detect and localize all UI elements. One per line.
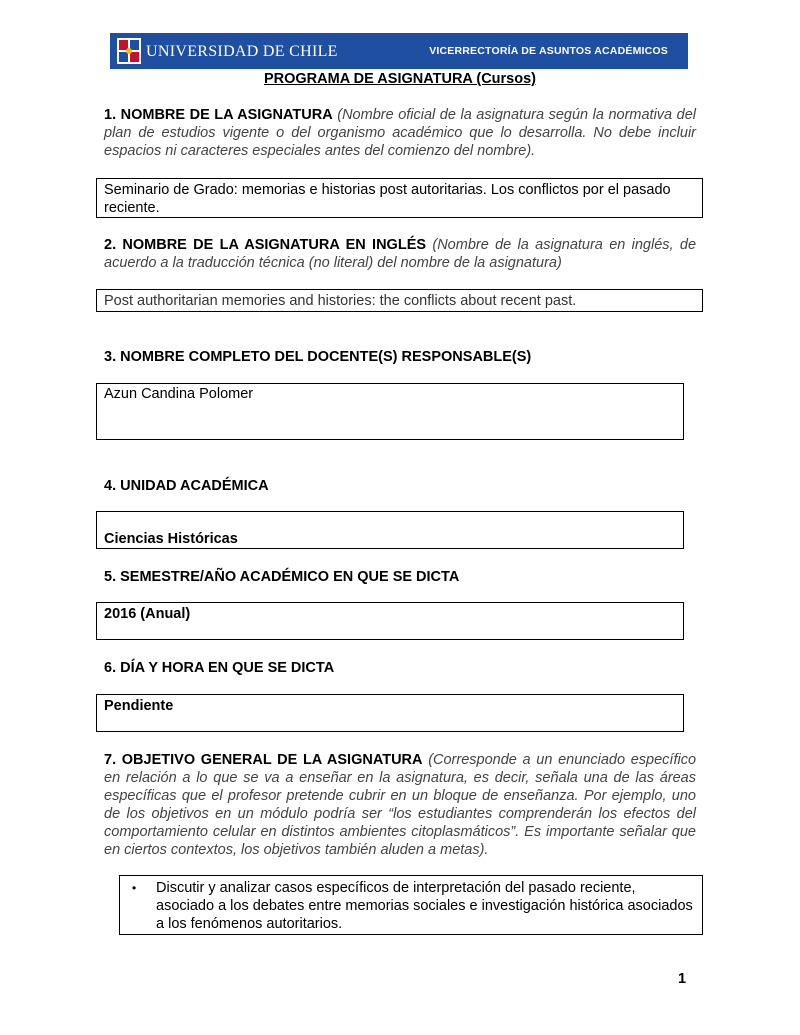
section-6-label: 6. DÍA Y HORA EN QUE SE DICTA: [104, 660, 335, 676]
section-2-label: 2. NOMBRE DE LA ASIGNATURA EN INGLÉS: [104, 237, 427, 253]
section-2-field: [96, 289, 703, 312]
section-1-heading: [104, 106, 696, 160]
section-6-field: [96, 694, 684, 732]
bullet-icon: •: [132, 881, 137, 895]
section-7-list-item: [128, 879, 694, 933]
section-7-value: Discutir y analizar casos específicos de interpretación del pasado reciente, asociado a los debates entre memorias sociales e investigación histórica asociados a los fenómenos autoritarios.: [156, 880, 693, 932]
section-3-field: [96, 383, 684, 440]
section-4-label: 4. UNIDAD ACADÉMICA: [104, 478, 269, 494]
section-7-field: [119, 875, 703, 935]
section-1-value: Seminario de Grado: memorias e historias post autoritarias. Los conflictos por el pasado reciente.: [104, 182, 671, 216]
section-2-heading: [104, 236, 696, 272]
university-crest-icon: [116, 37, 142, 65]
vicerrectoria-name: VICERRECTORÍA DE ASUNTOS ACADÉMICOS: [429, 45, 668, 57]
section-1-hint: (Nombre oficial de la asignatura según la normativa del plan de estudios vigente o del organismo académico que lo desarrolla. No debe incluir espacios ni caracteres especiales antes del comienzo del nombre).: [104, 107, 696, 159]
section-7-hint: (Corresponde a un enunciado específico en relación a lo que se va a enseñar en la asignatura, es decir, señala una de las áreas específicas que el profesor pretende cubrir en un bloque de enseñanza. Por ejemplo, uno de los objetivos en un módulo podría ser “los estudiantes comprenderán los efectos del comportamiento celular en distintos ambientes citoplasmáticos”. Es importante señalar que en ciertos contextos, los objetivos también aluden a metas).: [104, 752, 697, 858]
section-5-value: 2016 (Anual): [104, 606, 191, 622]
page-title: PROGRAMA DE ASIGNATURA (Cursos): [263, 71, 536, 87]
section-7-label: 7. OBJETIVO GENERAL DE LA ASIGNATURA: [104, 752, 423, 768]
header-banner: [110, 33, 688, 69]
section-3-label: 3. NOMBRE COMPLETO DEL DOCENTE(S) RESPONSABLE(S): [104, 349, 532, 365]
section-4-field: [96, 511, 684, 549]
section-4-value: Ciencias Históricas: [104, 531, 238, 547]
section-2-hint: (Nombre de la asignatura en inglés, de acuerdo a la traducción técnica (no literal) del nombre de la asignatura): [104, 237, 697, 271]
section-5-label: 5. SEMESTRE/AÑO ACADÉMICO EN QUE SE DICTA: [104, 569, 460, 585]
section-7-heading: [104, 751, 696, 859]
section-1-field: [96, 178, 703, 218]
section-3-value: Azun Candina Polomer: [104, 386, 254, 402]
section-6-value: Pendiente: [104, 698, 174, 714]
section-2-value: Post authoritarian memories and histories: the conflicts about recent past.: [104, 293, 577, 309]
section-5-field: [96, 602, 684, 640]
university-name: UNIVERSIDAD DE CHILE: [146, 43, 338, 60]
section-1-label: 1. NOMBRE DE LA ASIGNATURA: [104, 107, 333, 123]
page-number: 1: [678, 971, 687, 987]
